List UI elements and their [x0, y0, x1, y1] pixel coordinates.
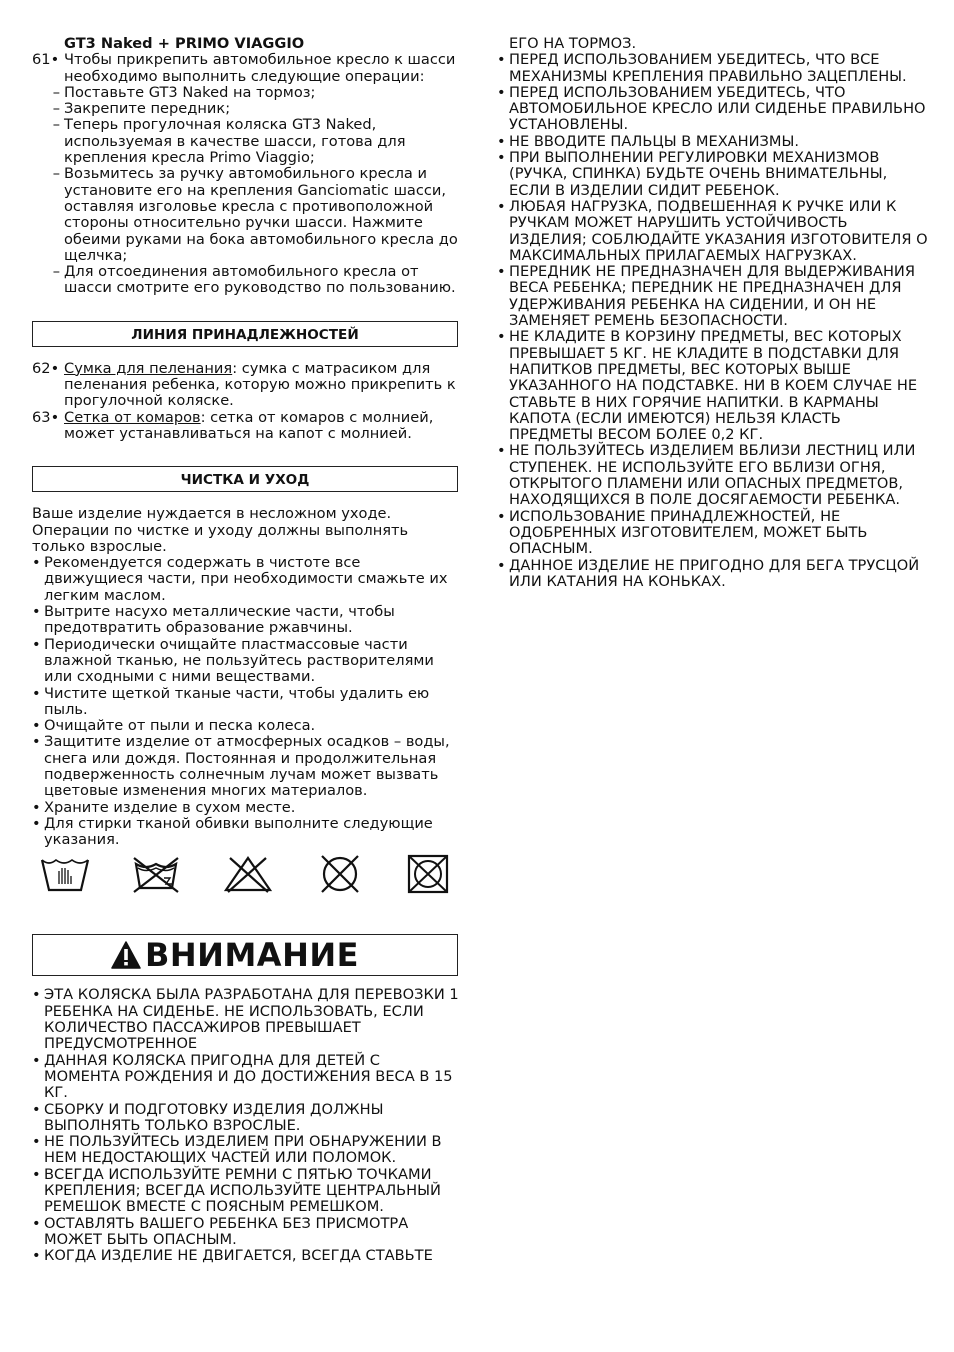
care-intro: Ваше изделие нуждается в несложном уходе. Операции по чистке и уходу должны выполнять только взрослые. [32, 505, 409, 555]
list-item: • ПРИ ВЫПОЛНЕНИИ РЕГУЛИРОВКИ МЕХАНИЗМОВ (РУЧКА, СПИНКА) БУДЬТЕ ОЧЕНЬ ВНИМАТЕЛЬНЫ, ЕСЛИ В ИЗДЕЛИИ СИДИТ РЕБЕНОК. [497, 149, 888, 199]
no-tumble-dry-icon [406, 854, 450, 894]
list-item: • ДАННОЕ ИЗДЕЛИЕ НЕ ПРИГОДНО ДЛЯ БЕГА ТРУСЦОЙ ИЛИ КАТАНИЯ НА КОНЬКАХ. [497, 556, 920, 590]
list-item: • ПЕРЕД ИСПОЛЬЗОВАНИЕМ УБЕДИТЕСЬ, ЧТО ВСЕ МЕХАНИЗМЫ КРЕПЛЕНИЯ ПРАВИЛЬНО ЗАЦЕПЛЕНЫ. [497, 51, 907, 85]
list-item: • Очищайте от пыли и песка колеса. [32, 717, 316, 735]
list-item: • Защитите изделие от атмосферных осадков – воды, снега или дождя. Постоянная и продолжительная подверженность солнечным лучам может вызвать цветовые изменения многих материалов. [32, 733, 450, 800]
list-item: • КОГДА ИЗДЕЛИЕ НЕ ДВИГАЕТСЯ, ВСЕГДА СТАВЬТЕ [32, 1247, 433, 1265]
care-heading: ЧИСТКА И УХОД [32, 466, 458, 492]
list-item: – Теперь прогулочная коляска GT3 Naked, используемая в качестве шасси, готова для крепления кресла Primo Viaggio; [52, 116, 406, 167]
care-list [32, 555, 460, 848]
list-item: • Вытрите насухо металлические части, чтобы предотвратить образование ржавчины. [32, 603, 395, 637]
warning-heading [32, 934, 458, 976]
warning-triangle-icon [111, 941, 141, 969]
list-item: • НЕ ПОЛЬЗУЙТЕСЬ ИЗДЕЛИЕМ ВБЛИЗИ ЛЕСТНИЦ ИЛИ СТУПЕНЕК. НЕ ИСПОЛЬЗУЙТЕ ЕГО ВБЛИЗИ ОГНЯ, ОТКРЫТОГО ПЛАМЕНИ ИЛИ ОПАСНЫХ ПРЕДМЕТОВ, НАХОДЯЩИХСЯ В ПОЛЕ ДОСЯГАЕМОСТИ РЕБЕНКА. [497, 442, 916, 509]
list-item: • Храните изделие в сухом месте. [32, 798, 296, 816]
list-item: • Для стирки тканой обивки выполните следующие указания. [32, 814, 433, 849]
list-item: • СБОРКУ И ПОДГОТОВКУ ИЗДЕЛИЯ ДОЛЖНЫ ВЫПОЛНЯТЬ ТОЛЬКО ВЗРОСЛЫЕ. [32, 1100, 384, 1134]
list-item: • ОСТАВЛЯТЬ ВАШЕГО РЕБЕНКА БЕЗ ПРИСМОТРА МОЖЕТ БЫТЬ ОПАСНЫМ. [32, 1214, 409, 1248]
item-number: 63• [32, 408, 60, 426]
list-item: • Чистите щеткой тканые части, чтобы удалить ею пыль. [32, 684, 430, 718]
list-item: • Периодически очищайте пластмассовые части влажной тканью, не пользуйтесь растворителями или сходными с ними веществами. [32, 635, 434, 686]
warning-list [32, 987, 460, 1264]
warning-list-continued [497, 52, 929, 590]
left-column [32, 36, 460, 1265]
no-bleach-icon [222, 854, 274, 894]
accessory-link[interactable]: Сетка от комаров [64, 408, 201, 426]
list-item: • ВСЕГДА ИСПОЛЬЗУЙТЕ РЕМНИ С ПЯТЬЮ ТОЧКАМИ КРЕПЛЕНИЯ; ВСЕГДА ИСПОЛЬЗУЙТЕ ЦЕНТРАЛЬНЫЙ РЕМЕШОК ВМЕСТЕ С ПОЯСНЫМ РЕМЕШКОМ. [32, 1165, 441, 1216]
list-item: • ИСПОЛЬЗОВАНИЕ ПРИНАДЛЕЖНОСТЕЙ, НЕ ОДОБРЕННЫХ ИЗГОТОВИТЕЛЕМ, МОЖЕТ БЫТЬ ОПАСНЫМ. [497, 507, 868, 558]
accessories-heading: ЛИНИЯ ПРИНАДЛЕЖНОСТЕЙ [32, 321, 458, 347]
list-item: • НЕ ПОЛЬЗУЙТЕСЬ ИЗДЕЛИЕМ ПРИ ОБНАРУЖЕНИИ В НЕМ НЕДОСТАЮЩИХ ЧАСТЕЙ ИЛИ ПОЛОМОК. [32, 1133, 442, 1167]
list-item: • ЛЮБАЯ НАГРУЗКА, ПОДВЕШЕННАЯ К РУЧКЕ ИЛИ К РУЧКАМ МОЖЕТ НАРУШИТЬ УСТОЙЧИВОСТЬ ИЗДЕЛИЯ; СОБЛЮДАЙТЕ УКАЗАНИЯ ИЗГОТОВИТЕЛЯ О МАКСИМАЛЬНЫХ ПРИЛАГАЕМЫХ НАГРУЗКАХ. [497, 197, 928, 264]
list-item: • Рекомендуется содержать в чистоте все движущиеся части, при необходимости смажьте их легким маслом. [32, 554, 448, 604]
no-iron-icon [130, 854, 182, 894]
list-item: • ЭТА КОЛЯСКА БЫЛА РАЗРАБОТАНА ДЛЯ ПЕРЕВОЗКИ 1 РЕБЕНКА НА СИДЕНЬЕ. НЕ ИСПОЛЬЗОВАТЬ, ЕСЛИ КОЛИЧЕСТВО ПАССАЖИРОВ ПРЕВЫШАЕТ ПРЕДУСМОТРЕННОЕ [32, 986, 459, 1053]
item-number: 62• [32, 359, 60, 377]
list-item: – Поставьте GT3 Naked на тормоз; [52, 83, 316, 101]
continuation-text: ЕГО НА ТОРМОЗ. [509, 35, 637, 52]
list-item: • НЕ ВВОДИТЕ ПАЛЬЦЫ В МЕХАНИЗМЫ. [497, 132, 800, 150]
item-number: 61• [32, 51, 60, 69]
item-63: 63• Сетка от комаров: сетка от комаров с молнией, может устанавливаться на капот с молнией. [32, 408, 434, 442]
list-item: • ПЕРЕДНИК НЕ ПРЕДНАЗНАЧЕН ДЛЯ ВЫДЕРЖИВАНИЯ ВЕСА РЕБЕНКА; ПЕРЕДНИК НЕ ПРЕДНАЗНАЧЕН ДЛЯ УДЕРЖИВАНИЯ РЕБЕНКА НА СИДЕНИИ, И ОН НЕ ЗАМЕНЯЕТ РЕМЕНЬ БЕЗОПАСНОСТИ. [497, 263, 915, 330]
list-item: – Закрепите передник; [52, 100, 231, 118]
list-item: • НЕ КЛАДИТЕ В КОРЗИНУ ПРЕДМЕТЫ, ВЕС КОТОРЫХ ПРЕВЫШАЕТ 5 КГ. НЕ КЛАДИТЕ В ПОДСТАВКИ ДЛЯ НАПИТКОВ ПРЕДМЕТЫ, ВЕС КОТОРЫХ ВЫШЕ УКАЗАННОГО НА ПОДСТАВКЕ. НИ В КОЕМ СЛУЧАЕ НЕ СТАВЬТЕ В НИХ ГОРЯЧИЕ НАПИТКИ. В КАРМАНЫ КАПОТА (ЕСЛИ ИМЕЮТСЯ) НЕЛЬЗЯ КЛАСТЬ ПРЕДМЕТЫ ВЕСОМ БОЛЕЕ 0,2 КГ. [497, 328, 918, 444]
step-list [32, 85, 460, 297]
section-title: GT3 Naked + PRIMO VIAGGIO [64, 35, 305, 52]
item-62: 62• Сумка для пеленания: сумка с матрасиком для пеленания ребенка, которую можно прикрепить к прогулочной коляске. [32, 359, 456, 410]
list-item: – Для отсоединения автомобильного кресла от шасси смотрите его руководство по пользованию. [52, 263, 456, 297]
right-column [497, 36, 929, 590]
item-text: Чтобы прикрепить автомобильное кресло к шасси необходимо выполнить следующие операции: [64, 51, 456, 85]
care-symbols [32, 854, 460, 894]
list-item: • ПЕРЕД ИСПОЛЬЗОВАНИЕМ УБЕДИТЕСЬ, ЧТО АВТОМОБИЛЬНОЕ КРЕСЛО ИЛИ СИДЕНЬЕ ПРАВИЛЬНО УСТАНОВЛЕНЫ. [497, 83, 926, 134]
no-dry-clean-icon [314, 854, 366, 894]
list-item: • ДАННАЯ КОЛЯСКА ПРИГОДНА ДЛЯ ДЕТЕЙ С МОМЕНТА РОЖДЕНИЯ И ДО ДОСТИЖЕНИЯ ВЕСА В 15 КГ. [32, 1051, 453, 1102]
warning-title: ВНИМАНИЕ [145, 936, 359, 975]
item-61 [32, 52, 460, 85]
hand-wash-icon [40, 854, 90, 894]
accessory-link[interactable]: Сумка для пеленания [64, 359, 233, 377]
list-item: – Возьмитесь за ручку автомобильного кресла и установите его на крепления Ganciomatic шасси, оставляя изголовье кресла с противоположной стороны относительно ручки шасси. Нажмите обеими руками на бока автомобильного кресла до щелчка; [52, 165, 458, 264]
